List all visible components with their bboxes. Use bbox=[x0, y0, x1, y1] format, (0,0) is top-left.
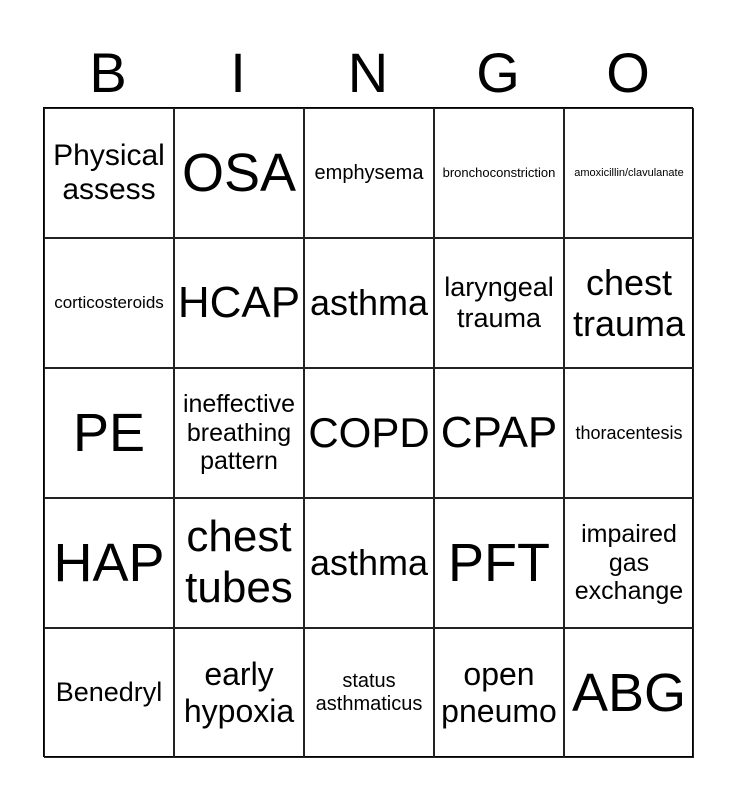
bingo-grid bbox=[43, 107, 693, 757]
header-letter-o: O bbox=[606, 41, 650, 104]
bingo-cell[interactable] bbox=[564, 498, 694, 628]
bingo-cell[interactable] bbox=[174, 498, 304, 628]
cell-label: HCAP bbox=[177, 277, 301, 327]
header-letter-b: B bbox=[89, 41, 127, 104]
cell-label: ineffective breathing pattern bbox=[182, 389, 296, 476]
cell-label: COPD bbox=[308, 408, 430, 456]
bingo-cell[interactable] bbox=[44, 108, 174, 238]
cell-label: HAP bbox=[53, 532, 165, 593]
cell-label: chest tubes bbox=[185, 512, 293, 612]
header-letter-g: G bbox=[476, 41, 520, 104]
bingo-cell[interactable] bbox=[174, 238, 304, 368]
bingo-cell[interactable] bbox=[304, 238, 434, 368]
bingo-cell[interactable] bbox=[304, 368, 434, 498]
cell-label: ABG bbox=[571, 662, 687, 723]
header-letter-n: N bbox=[347, 41, 389, 104]
bingo-cell[interactable] bbox=[304, 628, 434, 758]
bingo-cell[interactable] bbox=[304, 498, 434, 628]
bingo-cell[interactable] bbox=[434, 238, 564, 368]
bingo-cell[interactable] bbox=[44, 368, 174, 498]
cell-label: laryngeal trauma bbox=[444, 271, 554, 333]
cell-label: PFT bbox=[448, 532, 550, 593]
bingo-cell[interactable] bbox=[564, 368, 694, 498]
cell-label: asthma bbox=[309, 282, 429, 324]
cell-label: Physical assess bbox=[53, 138, 165, 206]
bingo-cell[interactable] bbox=[564, 238, 694, 368]
bingo-cell[interactable] bbox=[564, 628, 694, 758]
bingo-cell[interactable] bbox=[434, 628, 564, 758]
bingo-cell[interactable] bbox=[434, 108, 564, 238]
bingo-cell[interactable] bbox=[564, 108, 694, 238]
bingo-cell[interactable] bbox=[434, 368, 564, 498]
cell-label: emphysema bbox=[314, 161, 424, 184]
cell-label: OSA bbox=[181, 142, 297, 203]
cell-label: thoracentesis bbox=[575, 422, 683, 443]
cell-label: asthma bbox=[309, 542, 429, 584]
cell-label: corticosteroids bbox=[54, 293, 164, 313]
header-letter-i: I bbox=[230, 41, 246, 104]
bingo-cell[interactable] bbox=[44, 238, 174, 368]
bingo-cell[interactable] bbox=[304, 108, 434, 238]
cell-label: open pneumo bbox=[441, 656, 557, 729]
bingo-cell[interactable] bbox=[174, 108, 304, 238]
cell-label: Benedryl bbox=[55, 677, 163, 708]
cell-label: bronchoconstriction bbox=[442, 164, 556, 180]
cell-label: early hypoxia bbox=[183, 656, 295, 729]
bingo-cell[interactable] bbox=[174, 628, 304, 758]
bingo-header bbox=[43, 40, 693, 106]
cell-label: CPAP bbox=[440, 407, 558, 457]
cell-label: amoxicillin/clavulanate bbox=[574, 166, 684, 179]
bingo-cell[interactable] bbox=[174, 368, 304, 498]
bingo-cell[interactable] bbox=[44, 498, 174, 628]
cell-label: chest trauma bbox=[572, 261, 686, 344]
cell-label: PE bbox=[72, 402, 146, 463]
cell-label: impaired gas exchange bbox=[574, 519, 684, 606]
cell-label: status asthmaticus bbox=[315, 670, 423, 715]
bingo-cell[interactable] bbox=[434, 498, 564, 628]
bingo-cell[interactable] bbox=[44, 628, 174, 758]
